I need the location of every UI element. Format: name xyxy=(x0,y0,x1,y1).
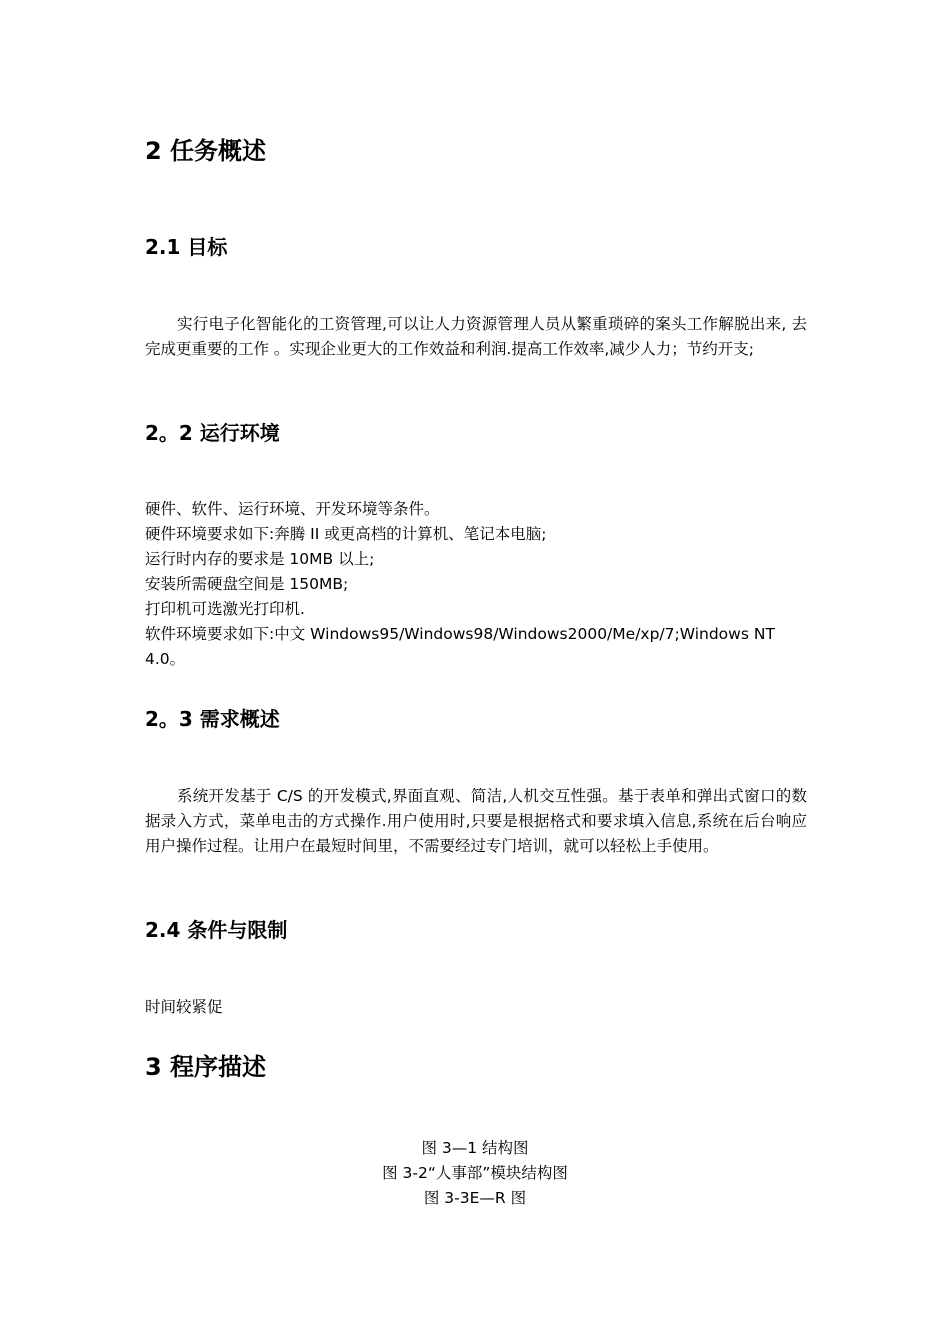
runtime-environment-list xyxy=(145,497,810,672)
heading-conditions-limits: 2.4 条件与限制 xyxy=(145,918,288,942)
env-line: 安装所需硬盘空间是 150MB; xyxy=(145,575,349,593)
figure-caption: 图 3-2“人事部”模块结构图 xyxy=(382,1164,568,1182)
env-line: 运行时内存的要求是 10MB 以上; xyxy=(145,550,375,568)
heading-task-overview: 2 任务概述 xyxy=(145,137,267,165)
heading-requirements-overview: 2。3 需求概述 xyxy=(145,707,280,731)
env-line: 软件环境要求如下:中文 Windows95/Windows98/Windows2000/Me/xp/7;Windows NT 4.0。 xyxy=(145,625,775,668)
figure-captions xyxy=(0,1136,950,1211)
env-line: 硬件、软件、运行环境、开发环境等条件。 xyxy=(145,500,440,518)
paragraph-goal: 实行电子化智能化的工资管理,可以让人力资源管理人员从繁重琐碎的案头工作解脱出来, 去完成更重要的工作 。实现企业更大的工作效益和利润.提高工作效率,减少人力；节约开支; xyxy=(145,315,807,358)
paragraph-requirements: 系统开发基于 C/S 的开发模式,界面直观、简洁,人机交互性强。基于表单和弹出式窗口的数据录入方式，菜单电击的方式操作.用户使用时,只要是根据格式和要求填入信息,系统在后台响应用户操作过程。让用户在最短时间里，不需要经过专门培训，就可以轻松上手使用。 xyxy=(145,787,807,855)
heading-goal: 2.1 目标 xyxy=(145,235,228,259)
heading-program-description: 3 程序描述 xyxy=(145,1053,267,1081)
env-line: 硬件环境要求如下:奔腾 II 或更高档的计算机、笔记本电脑; xyxy=(145,525,547,543)
figure-caption: 图 3—1 结构图 xyxy=(421,1139,529,1157)
figure-caption: 图 3-3E—R 图 xyxy=(423,1189,527,1207)
env-line: 打印机可选激光打印机. xyxy=(145,600,305,618)
heading-runtime-environment: 2。2 运行环境 xyxy=(145,421,280,445)
paragraph-conditions: 时间较紧促 xyxy=(145,998,223,1016)
